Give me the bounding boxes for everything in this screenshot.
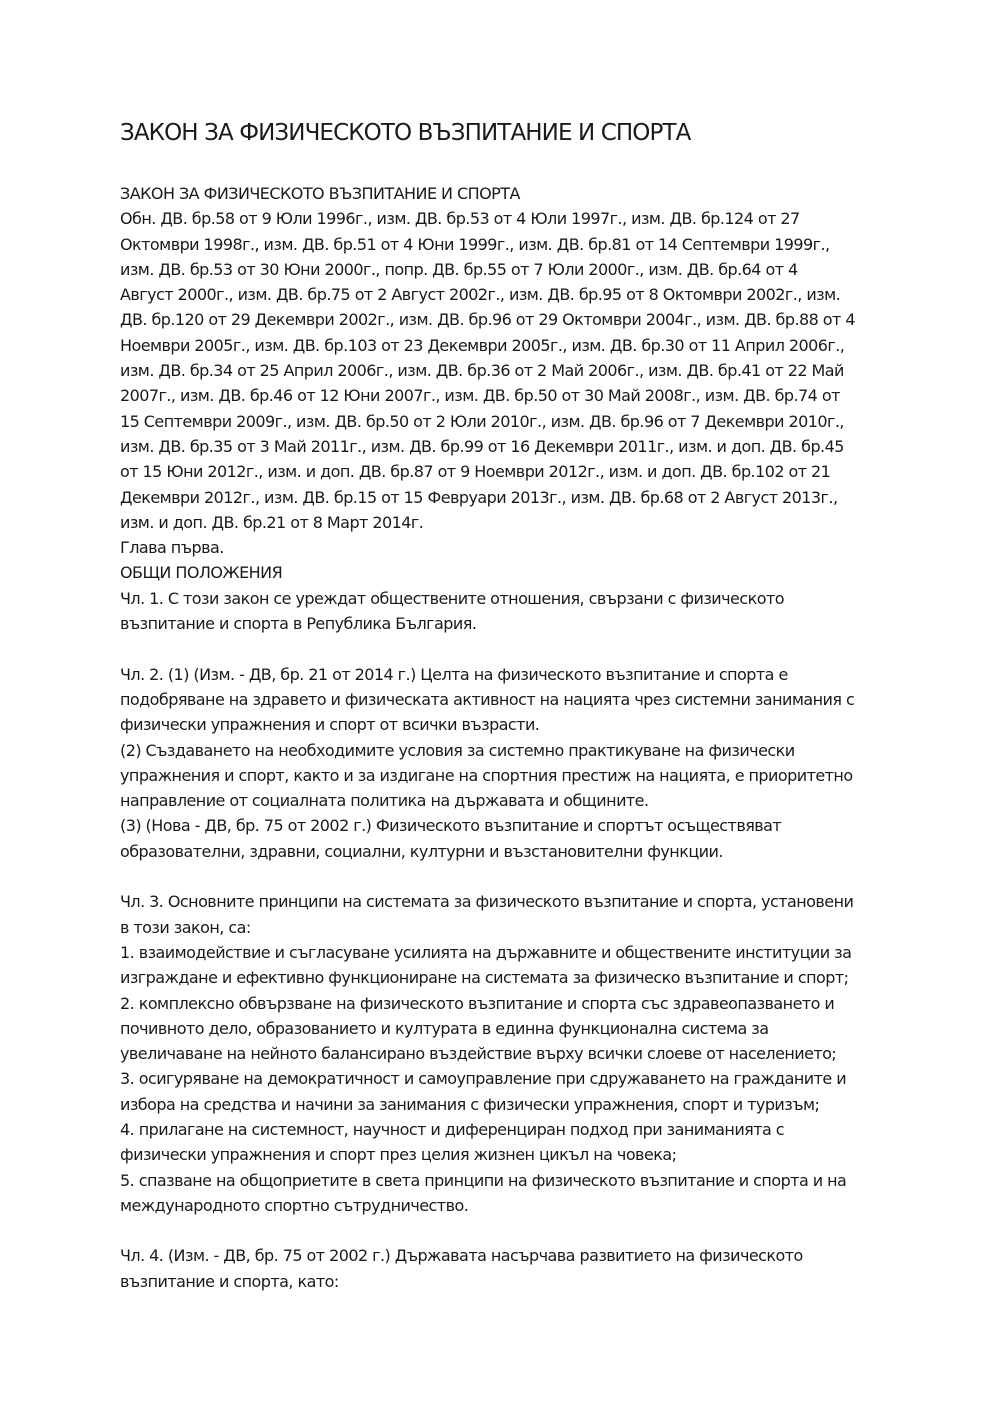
publication-line: Октомври 1998г., изм. ДВ. бр.51 от 4 Юни 1999г., изм. ДВ. бр.81 от 14 Септември 1999г.,: [120, 234, 830, 254]
article-line: в този закон, са:: [120, 917, 251, 937]
article-1: [120, 586, 900, 637]
paragraph-gap: [120, 636, 900, 661]
article-line: възпитание и спорта, като:: [120, 1271, 339, 1291]
publication-line: Ноември 2005г., изм. ДВ. бр.103 от 23 Декември 2005г., изм. ДВ. бр.30 от 11 Април 2006г.,: [120, 335, 845, 355]
paragraph-gap: [120, 1218, 900, 1243]
article-line: международното спортно сътрудничество.: [120, 1195, 469, 1215]
law-header: [120, 181, 900, 535]
publication-line: изм. и доп. ДВ. бр.21 от 8 Март 2014г.: [120, 512, 424, 532]
article-line: подобряване на здравето и физическата активност на нацията чрез системни занимания с: [120, 689, 855, 709]
article-line: 1. взаимодействие и съгласуване усилията на държавните и обществените институции за: [120, 942, 852, 962]
document-body: [120, 181, 900, 1294]
publication-line: изм. ДВ. бр.53 от 30 Юни 2000г., попр. ДВ. бр.55 от 7 Юли 2000г., изм. ДВ. бр.64 от 4: [120, 259, 798, 279]
law-name: ЗАКОН ЗА ФИЗИЧЕСКОТО ВЪЗПИТАНИЕ И СПОРТА: [120, 184, 520, 203]
article-line: 3. осигуряване на демократичност и самоуправление при сдружаването на гражданите и: [120, 1069, 847, 1089]
article-line: (3) (Нова - ДВ, бр. 75 от 2002 г.) Физическото възпитание и спортът осъществяват: [120, 816, 782, 836]
document-title: ЗАКОН ЗА ФИЗИЧЕСКОТО ВЪЗПИТАНИЕ И СПОРТА: [120, 120, 691, 146]
publication-line: 2007г., изм. ДВ. бр.46 от 12 Юни 2007г., изм. ДВ. бр.50 от 30 Май 2008г., изм. ДВ. бр.74 от: [120, 386, 840, 406]
document-page: [120, 117, 900, 1294]
publication-line: ДВ. бр.120 от 29 Декември 2002г., изм. ДВ. бр.96 от 29 Октомври 2004г., изм. ДВ. бр.88 от 4: [120, 310, 855, 330]
article-line: направление от социалната политика на държавата и общините.: [120, 791, 649, 811]
publication-line: от 15 Юни 2012г., изм. и доп. ДВ. бр.87 от 9 Ноември 2012г., изм. и доп. ДВ. бр.102 от 21: [120, 462, 831, 482]
publication-line: Декември 2012г., изм. ДВ. бр.15 от 15 Февруари 2013г., изм. ДВ. бр.68 от 2 Август 2013г.,: [120, 487, 838, 507]
publication-line: Обн. ДВ. бр.58 от 9 Юли 1996г., изм. ДВ. бр.53 от 4 Юли 1997г., изм. ДВ. бр.124 от 27: [120, 209, 800, 229]
publication-line: Август 2000г., изм. ДВ. бр.75 от 2 Август 2002г., изм. ДВ. бр.95 от 8 Октомври 2002г., изм.: [120, 285, 841, 305]
publication-line: изм. ДВ. бр.34 от 25 Април 2006г., изм. ДВ. бр.36 от 2 Май 2006г., изм. ДВ. бр.41 от 22 Май: [120, 361, 844, 381]
article-line: увеличаване на нейното балансирано въздействие върху всички слоеве от населението;: [120, 1044, 837, 1064]
article-line: възпитание и спорта в Република България.: [120, 614, 477, 634]
article-line: избора на средства и начини за занимания с физически упражнения, спорт и туризъм;: [120, 1094, 820, 1114]
article-line: Чл. 4. (Изм. - ДВ, бр. 75 от 2002 г.) Държавата насърчава развитието на физическото: [120, 1246, 803, 1266]
article-line: 4. прилагане на системност, научност и диференциран подход при заниманията с: [120, 1119, 785, 1139]
article-line: 2. комплексно обвързване на физическото възпитание и спорта със здравеопазването и: [120, 993, 835, 1013]
article-line: физически упражнения и спорт през целия жизнен цикъл на човека;: [120, 1145, 677, 1165]
paragraph-gap: [120, 864, 900, 889]
article-line: физически упражнения и спорт от всички възрасти.: [120, 715, 540, 735]
chapter-label: Глава първа.: [120, 538, 224, 558]
article-line: образователни, здравни, социални, културни и възстановителни функции.: [120, 841, 723, 861]
chapter-heading: [120, 535, 900, 586]
publication-line: изм. ДВ. бр.35 от 3 Май 2011г., изм. ДВ. бр.99 от 16 Декември 2011г., изм. и доп. ДВ. бр.45: [120, 436, 844, 456]
article-line: Чл. 2. (1) (Изм. - ДВ, бр. 21 от 2014 г.) Целта на физическото възпитание и спорта е: [120, 664, 788, 684]
article-line: Чл. 3. Основните принципи на системата за физическото възпитание и спорта, установени: [120, 892, 854, 912]
chapter-name: ОБЩИ ПОЛОЖЕНИЯ: [120, 563, 283, 583]
article-3: [120, 889, 900, 1218]
article-line: упражнения и спорт, както и за издигане на спортния престиж на нацията, е приоритетно: [120, 765, 853, 785]
publication-line: 15 Септември 2009г., изм. ДВ. бр.50 от 2 Юли 2010г., изм. ДВ. бр.96 от 7 Декември 2010г.,: [120, 411, 844, 431]
article-line: изграждане и ефективно функциониране на системата за физическо възпитание и спорт;: [120, 968, 849, 988]
article-line: (2) Създаването на необходимите условия за системно практикуване на физически: [120, 740, 795, 760]
publication-history: [120, 206, 900, 535]
article-line: почивното дело, образованието и културата в единна функционална система за: [120, 1018, 769, 1038]
article-2: [120, 662, 900, 864]
article-4: [120, 1243, 900, 1294]
article-line: Чл. 1. С този закон се уреждат обществените отношения, свързани с физическото: [120, 588, 784, 608]
article-line: 5. спазване на общоприетите в света принципи на физическото възпитание и спорта и на: [120, 1170, 847, 1190]
